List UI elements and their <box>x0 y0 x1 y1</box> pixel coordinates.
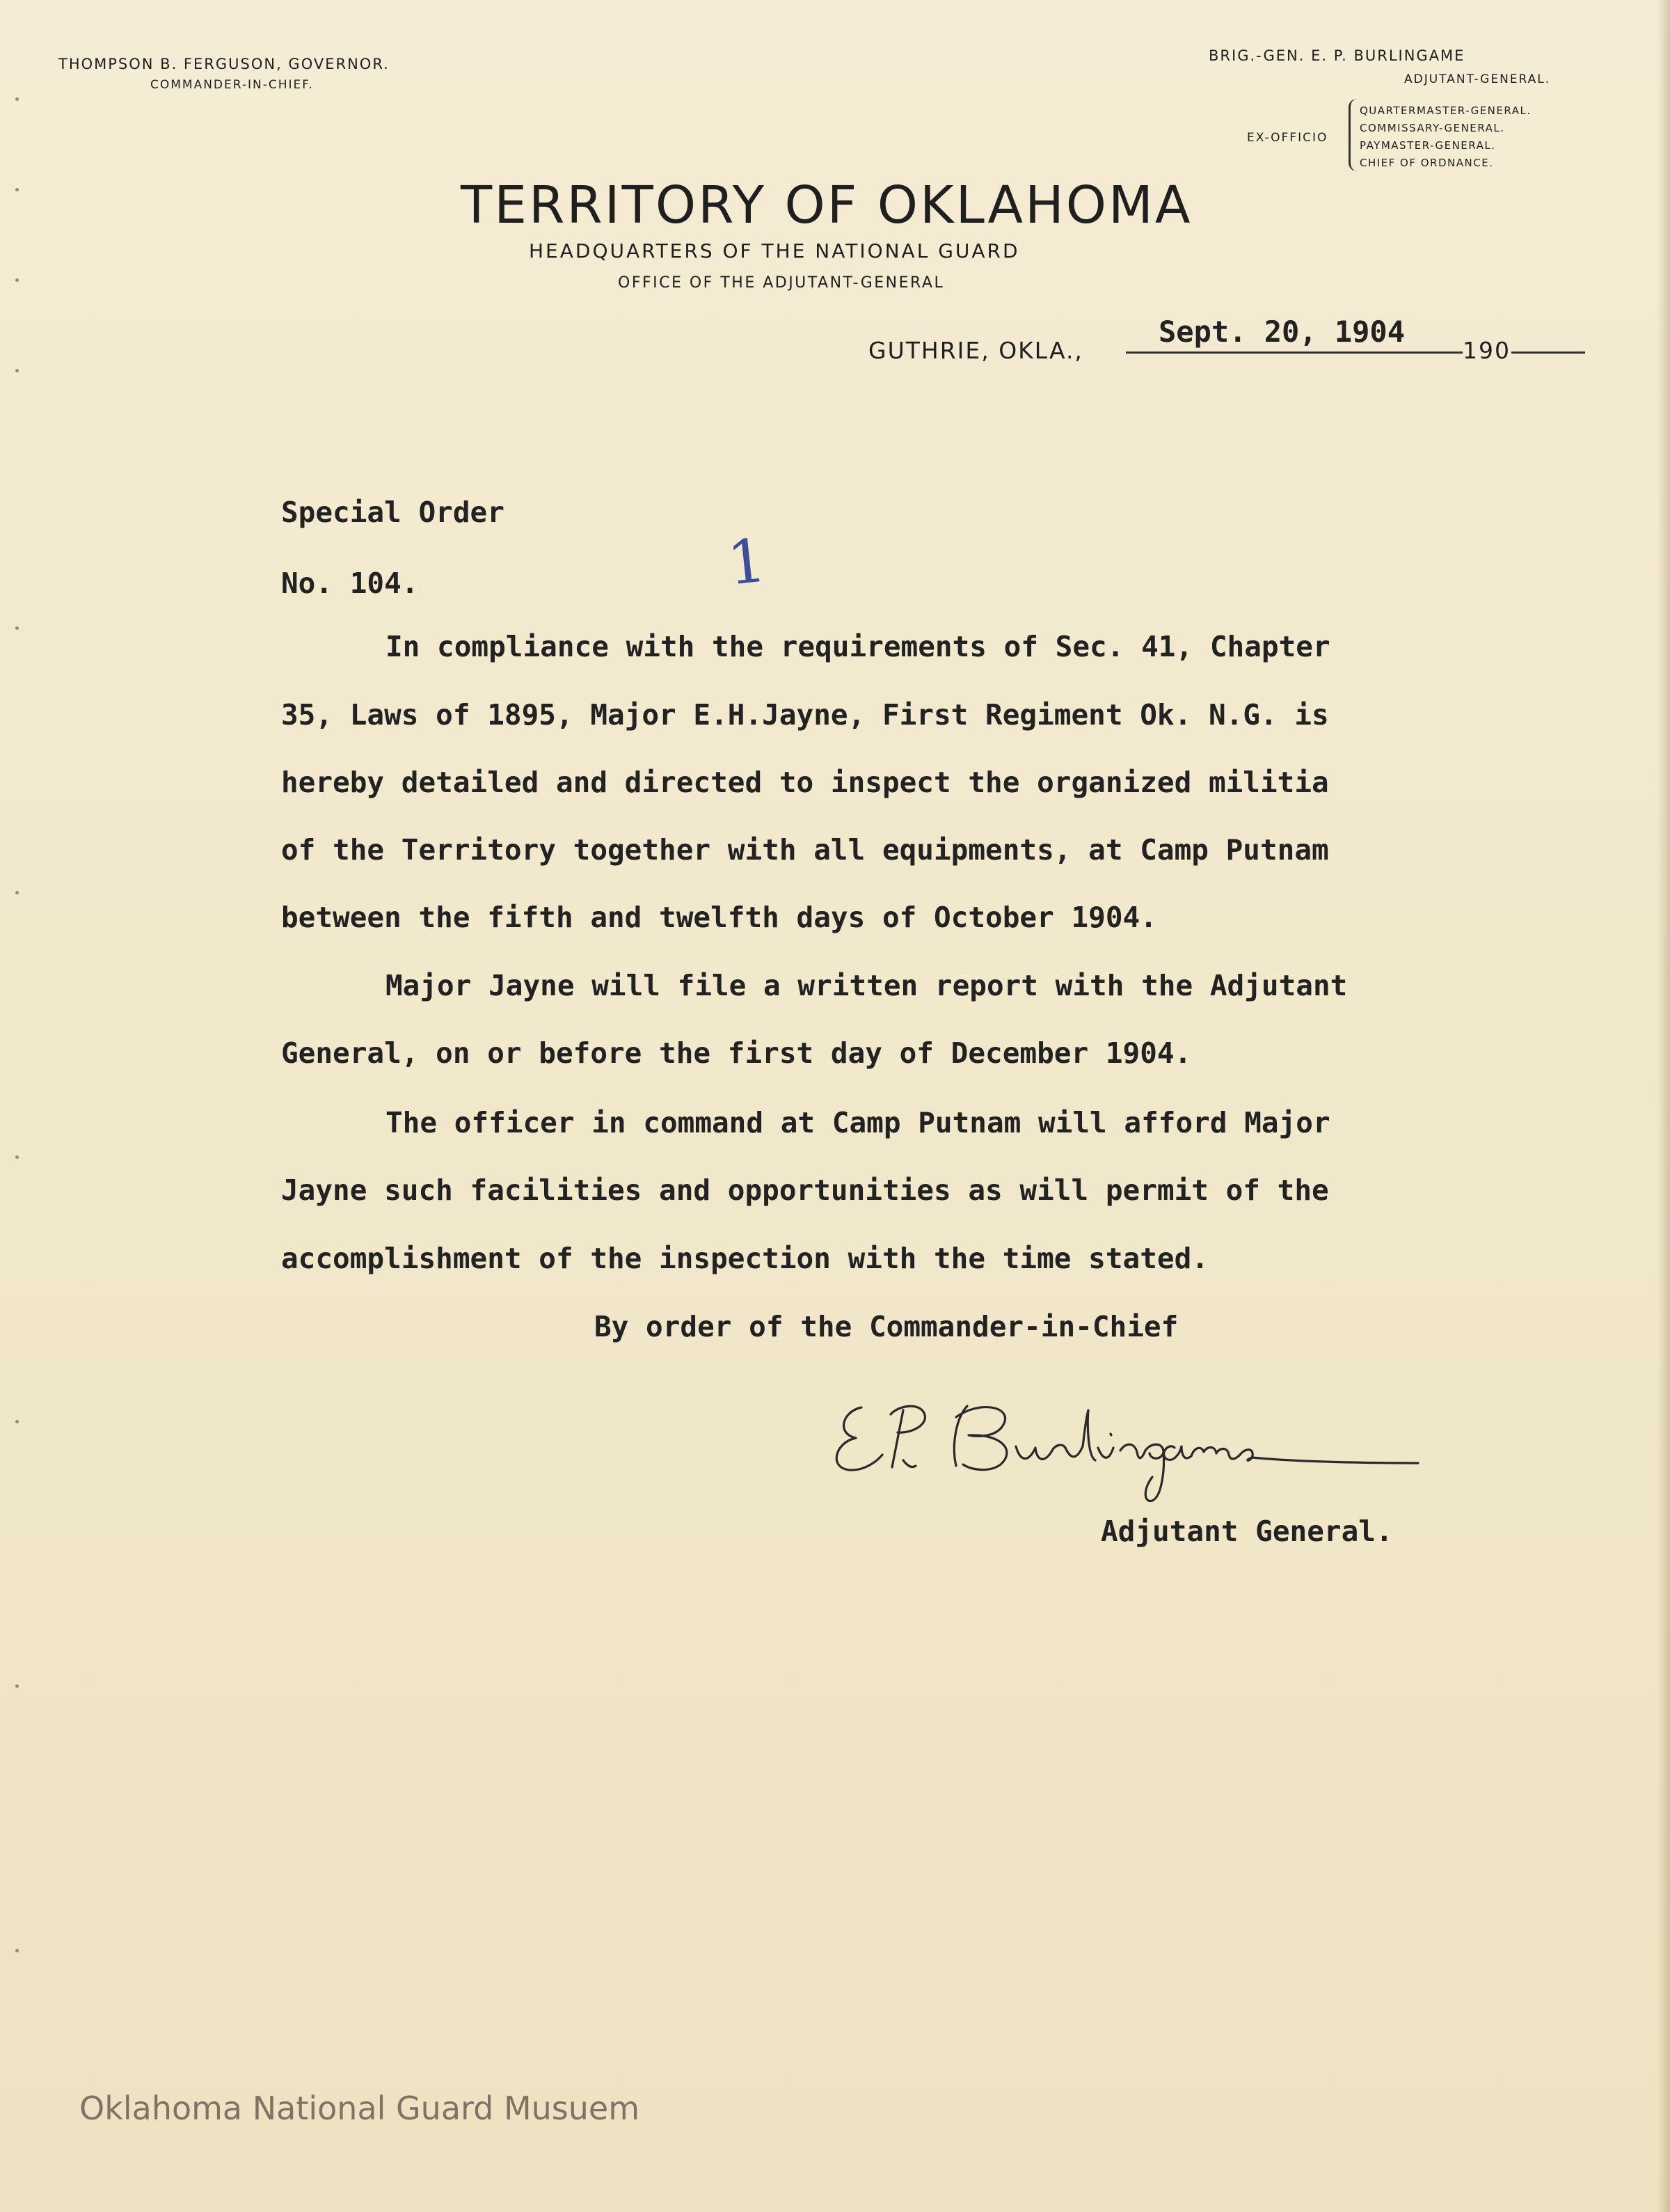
place-label: GUTHRIE, OKLA., <box>868 337 1083 364</box>
order-line: 35, Laws of 1895, Major E.H.Jayne, First Regiment Ok. N.G. is <box>281 698 1329 732</box>
order-line: Jayne such facilities and opportunities as will permit of the <box>281 1174 1329 1207</box>
letterhead-office: OFFICE OF THE ADJUTANT-GENERAL <box>618 274 945 292</box>
order-line: General, on or before the first day of December 1904. <box>281 1036 1192 1070</box>
order-number: No. 104. <box>281 567 419 600</box>
order-line: The officer in command at Camp Putnam will afford Major <box>385 1106 1330 1139</box>
handwritten-signature <box>807 1378 1475 1510</box>
order-line: In compliance with the requirements of Sec. 41, Chapter <box>385 630 1330 663</box>
ex-officio-role: QUARTERMASTER-GENERAL. <box>1360 104 1532 117</box>
year-underline <box>1511 351 1585 354</box>
order-line: of the Territory together with all equipments, at Camp Putnam <box>281 833 1329 867</box>
letter-date: Sept. 20, 1904 <box>1159 315 1406 349</box>
adjutant-name: BRIG.-GEN. E. P. BURLINGAME <box>1209 47 1465 64</box>
adjutant-title: ADJUTANT-GENERAL. <box>1404 72 1551 86</box>
order-line: hereby detailed and directed to inspect the organized militia <box>281 766 1329 799</box>
order-line: between the fifth and twelfth days of October 1904. <box>281 901 1157 934</box>
ex-officio-brace <box>1349 99 1360 171</box>
letterhead-title: TERRITORY OF OKLAHOMA <box>461 175 1193 235</box>
signer-title: Adjutant General. <box>1101 1515 1393 1548</box>
page-edge-shadow <box>1657 0 1670 2212</box>
margin-pencil-mark: 1 <box>724 526 770 599</box>
order-line: Major Jayne will file a written report with the Adjutant <box>385 969 1348 1002</box>
museum-watermark: Oklahoma National Guard Musuem <box>79 2089 640 2127</box>
commander-title: COMMANDER-IN-CHIEF. <box>150 78 314 92</box>
ex-officio-label: EX-OFFICIO <box>1247 131 1328 145</box>
order-heading: Special Order <box>281 496 504 529</box>
date-underline <box>1126 351 1463 354</box>
ex-officio-role: CHIEF OF ORDNANCE. <box>1360 157 1494 169</box>
order-line: By order of the Commander-in-Chief <box>594 1310 1179 1343</box>
governor-name: THOMPSON B. FERGUSON, GOVERNOR. <box>58 56 390 72</box>
order-line: accomplishment of the inspection with the time stated. <box>281 1242 1209 1275</box>
year-prefix: 190 <box>1463 337 1511 364</box>
ex-officio-role: COMMISSARY-GENERAL. <box>1360 122 1505 134</box>
ex-officio-role: PAYMASTER-GENERAL. <box>1360 139 1496 152</box>
letterhead-subtitle: HEADQUARTERS OF THE NATIONAL GUARD <box>529 239 1020 262</box>
